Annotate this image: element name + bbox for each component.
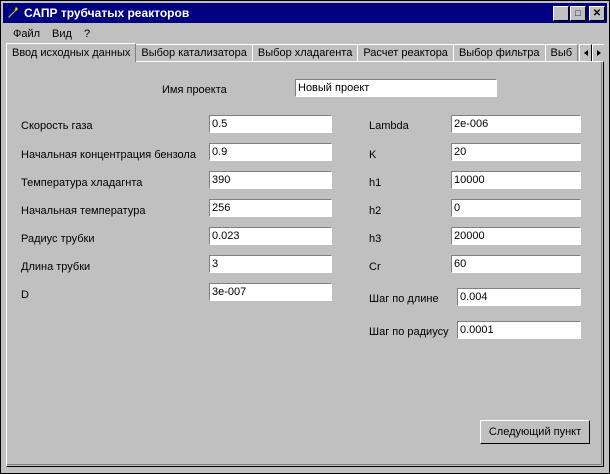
tube-length-input[interactable]: 3 [209,255,332,273]
tab-input-data[interactable]: Ввод исходных данных [6,43,136,62]
project-name-label: Имя проекта [162,84,227,96]
h3-input[interactable]: 20000 [451,227,581,245]
h3-label: h3 [369,233,382,245]
gas-speed-input[interactable]: 0.5 [209,115,332,133]
tab-catalyst-selection[interactable]: Выбор катализатора [135,44,253,62]
tab-scroll-buttons [579,44,604,62]
menu-item-help[interactable]: ? [83,27,91,40]
minimize-button[interactable]: _ [553,6,569,21]
next-step-button[interactable]: Следующий пункт [480,420,590,444]
tab-coolant-selection[interactable]: Выбор хладагента [252,44,358,62]
coolant-temperature-input[interactable]: 390 [209,171,332,189]
initial-temperature-label: Начальная температура [21,205,146,217]
h1-input[interactable]: 10000 [451,171,581,189]
tab-page-input-data [6,61,604,467]
maximize-button[interactable]: □ [570,6,586,21]
chevron-left-icon [584,50,588,56]
cr-input[interactable]: 60 [451,255,581,273]
initial-benzene-concentration-label: Начальная концентрация бензола [21,149,196,161]
title-bar [3,3,607,23]
gas-speed-label: Скорость газа [21,120,93,132]
menu-item-view[interactable]: Вид [52,27,72,40]
lambda-label: Lambda [369,120,409,132]
length-step-label: Шаг по длине [369,293,439,305]
initial-temperature-input[interactable]: 256 [209,199,332,217]
k-label: K [369,149,377,161]
initial-benzene-concentration-input[interactable]: 0.9 [209,143,332,161]
d-input[interactable]: 3e-007 [209,283,332,301]
tab-reactor-calculation[interactable]: Расчет реактора [357,44,454,62]
tab-scroll-left-button[interactable] [579,44,592,62]
cr-label: Cr [369,261,381,273]
radius-step-input[interactable]: 0.0001 [457,321,581,339]
menu-bar [3,25,607,42]
coolant-temperature-label: Температура хладагнта [21,177,143,189]
tab-scroll-right-button[interactable] [592,44,604,62]
window-controls [552,6,605,21]
close-button[interactable]: ✕ [589,6,605,21]
h2-input[interactable]: 0 [451,199,581,217]
menu-item-file[interactable]: Файл [13,27,41,40]
tab-strip [6,43,604,62]
wrench-icon [5,5,21,21]
lambda-input[interactable]: 2e-006 [451,115,581,133]
h1-label: h1 [369,177,382,189]
window-title: САПР трубчатых реакторов [24,6,190,20]
project-name-input[interactable]: Новый проект [295,79,497,97]
h2-label: h2 [369,205,382,217]
d-label: D [21,289,29,301]
chevron-right-icon [597,50,601,56]
tube-radius-input[interactable]: 0.023 [209,227,332,245]
tube-length-label: Длина трубки [21,261,91,273]
k-input[interactable]: 20 [451,143,581,161]
radius-step-label: Шаг по радиусу [369,326,449,338]
length-step-input[interactable]: 0.004 [457,288,581,306]
tube-radius-label: Радиус трубки [21,233,95,245]
tab-page-surface [7,62,602,465]
tab-filter-selection[interactable]: Выбор фильтра [453,44,546,62]
tab-partial-next[interactable]: Выб [545,44,579,62]
